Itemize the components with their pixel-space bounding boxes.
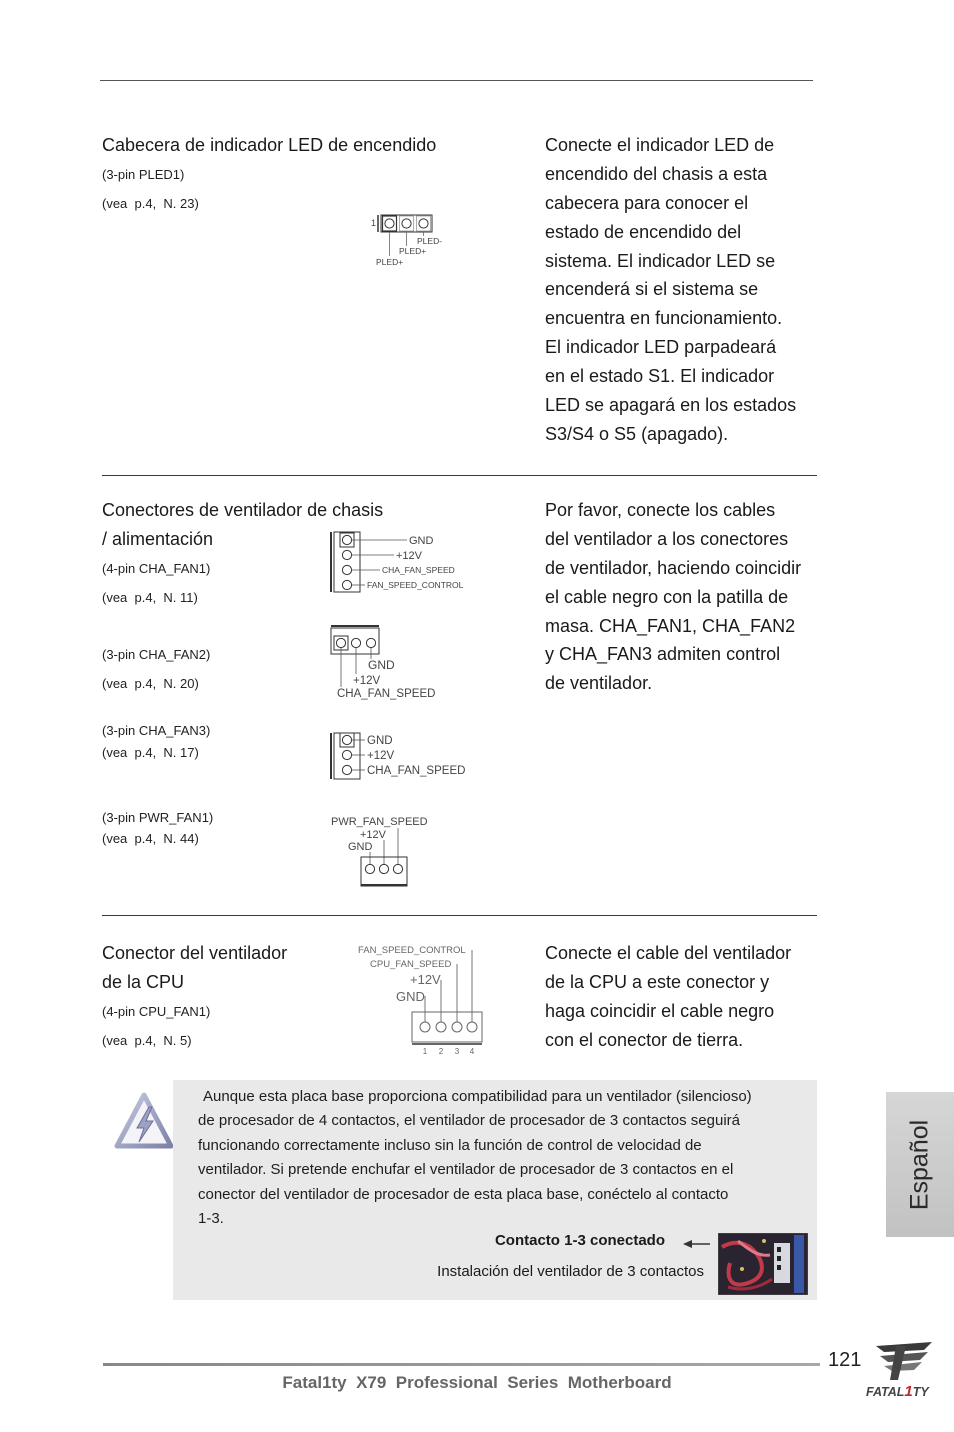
section-divider xyxy=(102,475,817,476)
pin-label: GND xyxy=(409,535,434,547)
note-line: de procesador de 4 contactos, el ventilador de procesador de 3 contactos seguirá xyxy=(198,1112,741,1130)
svg-text:FATAL1TY xyxy=(866,1383,930,1400)
led-page-ref: (vea p.4, N. 23) xyxy=(102,196,199,211)
pin-4 xyxy=(342,580,351,589)
cha-fan1-page-ref: (vea p.4, N. 11) xyxy=(102,590,198,605)
description-line: estado de encendido del xyxy=(545,221,742,242)
cpu-fan1-header-diagram xyxy=(355,938,487,1056)
pin-number: 4 xyxy=(469,1047,475,1056)
pin-number: 3 xyxy=(454,1047,460,1056)
cpu-section-title: Conector del ventilador xyxy=(102,943,288,963)
description-line: haga coincidir el cable negro xyxy=(545,1000,775,1021)
description-line: cabecera para conocer el xyxy=(545,192,749,213)
pin-label: GND xyxy=(348,841,373,853)
note-caption-bold: Contacto 1-3 conectado xyxy=(494,1232,665,1249)
description-line: S3/S4 o S5 (apagado). xyxy=(545,423,729,444)
cpu-fan1-page-ref: (vea p.4, N. 5) xyxy=(102,1033,192,1048)
pwr-fan1-info xyxy=(102,807,213,849)
pin-3 xyxy=(419,219,428,228)
pin-label: CHA_FAN_SPEED xyxy=(367,765,466,777)
pin1-marker: 1 xyxy=(371,218,377,228)
pin-1 xyxy=(385,219,394,228)
cha-fan3-info xyxy=(102,720,210,764)
pin-label: FAN_SPEED_CONTROL xyxy=(367,580,464,590)
description-line: Por favor, conecte los cables xyxy=(545,500,776,520)
cha-fan2-page-ref: (vea p.4, N. 20) xyxy=(102,676,199,691)
header-outline xyxy=(381,215,432,232)
pin-2 xyxy=(342,550,351,559)
led-section-description xyxy=(545,131,796,449)
cpu-fan1-pin-info: (4-pin CPU_FAN1) xyxy=(102,1004,211,1019)
pin-label: +12V xyxy=(367,750,395,762)
pin-4 xyxy=(467,1022,477,1032)
pin-3-label: PLED- xyxy=(417,236,443,246)
section-divider xyxy=(102,915,817,916)
pin-3 xyxy=(393,864,402,873)
pin-label: PWR_FAN_SPEED xyxy=(331,816,428,828)
pin-label: +12V xyxy=(396,550,422,562)
description-line: del ventilador a los conectores xyxy=(545,528,789,549)
cha-fan3-page-ref: (vea p.4, N. 17) xyxy=(102,745,199,760)
pin-1-label: PLED+ xyxy=(376,257,404,267)
led-pin-info: (3-pin PLED1) xyxy=(102,167,185,182)
pin-label: GND xyxy=(368,658,395,672)
top-rule xyxy=(100,80,813,81)
note-line: ventilador. Si pretende enchufar el ventilador de procesador de 3 contactos en el xyxy=(198,1161,734,1179)
pwr-fan1-page-ref: (vea p.4, N. 44) xyxy=(102,831,199,846)
led-section-left xyxy=(102,131,436,218)
description-line: de ventilador, haciendo coincidir xyxy=(545,557,802,578)
pin-number: 1 xyxy=(422,1047,428,1056)
pin-2-label: PLED+ xyxy=(399,246,427,256)
cha-fan2-info xyxy=(102,640,210,698)
cpu-section-left xyxy=(102,939,287,1055)
pwr-fan1-pin-info: (3-pin PWR_FAN1) xyxy=(102,810,214,825)
note-line: conector del ventilador de procesador de esta placa base, conéctelo al contacto xyxy=(198,1185,729,1203)
pin-label: CPU_FAN_SPEED xyxy=(370,959,452,970)
description-line: sistema. El indicador LED se xyxy=(545,250,776,271)
pin-3 xyxy=(342,565,351,574)
fans-section-title: Conectores de ventilador de chasis xyxy=(102,500,384,520)
pwr-fan1-header-diagram xyxy=(326,812,442,892)
description-line: encenderá si el sistema se xyxy=(545,279,759,300)
description-line: El indicador LED parpadeará xyxy=(545,337,777,358)
cha-fan1-header-diagram xyxy=(326,528,476,596)
cha-fan1-pin-info: (4-pin CHA_FAN1) xyxy=(102,561,211,576)
pin-2 xyxy=(402,219,411,228)
pin-3 xyxy=(366,638,375,647)
arrow-left-icon xyxy=(680,1236,712,1252)
description-line: con el conector de tierra. xyxy=(545,1029,744,1050)
description-line: encuentra en funcionamiento. xyxy=(545,308,783,329)
fans-section-title: / alimentación xyxy=(102,529,214,549)
pin-label: FAN_SPEED_CONTROL xyxy=(358,945,466,956)
note-text xyxy=(198,1085,752,1231)
pin-1 xyxy=(365,864,374,873)
pin-label: GND xyxy=(367,735,393,747)
description-line: LED se apagará en los estados xyxy=(545,395,797,416)
logo-text-a: FATAL xyxy=(866,1385,905,1399)
header-outline xyxy=(334,532,360,592)
cha-fan2-header-diagram xyxy=(326,620,452,700)
description-line: en el estado S1. El indicador xyxy=(545,366,775,387)
description-line: Conecte el cable del ventilador xyxy=(545,943,792,963)
fatal1ty-logo xyxy=(862,1340,948,1402)
description-line: el cable negro con la patilla de xyxy=(545,586,789,607)
cha-fan3-pin-info: (3-pin CHA_FAN3) xyxy=(102,723,211,738)
cpu-section-title: de la CPU xyxy=(102,972,185,992)
pin-label: CHA_FAN_SPEED xyxy=(382,565,455,575)
logo-text-c: TY xyxy=(912,1385,929,1399)
note-caption: Instalación del ventilador de 3 contactos xyxy=(437,1263,704,1280)
description-line: de ventilador. xyxy=(545,673,653,694)
description-line: de la CPU a este conector y xyxy=(545,971,770,992)
pin-2 xyxy=(436,1022,446,1032)
fan-installation-photo xyxy=(718,1233,808,1295)
pin-1 xyxy=(342,535,351,544)
language-tab xyxy=(886,1092,954,1237)
cpu-section-description xyxy=(545,939,791,1055)
description-line: y CHA_FAN3 admiten control xyxy=(545,644,781,665)
description-line: Conecte el indicador LED de xyxy=(545,135,775,155)
pled1-header-diagram xyxy=(368,210,450,270)
note-line: funcionando correctamente incluso sin la función de control de velocidad de xyxy=(198,1136,702,1154)
pin-2 xyxy=(351,638,360,647)
pin-3 xyxy=(342,765,351,774)
note-line: Aunque esta placa base proporciona compatibilidad para un ventilador (silencioso) xyxy=(203,1088,752,1105)
pin-label: +12V xyxy=(360,829,386,841)
pin-2 xyxy=(379,864,388,873)
pin-1 xyxy=(336,638,345,647)
description-line: masa. CHA_FAN1, CHA_FAN2 xyxy=(545,615,796,636)
pin-label: +12V xyxy=(353,675,381,687)
language-tab-label: Español xyxy=(905,1119,934,1210)
pin-1 xyxy=(420,1022,430,1032)
logo-text-b: 1 xyxy=(904,1383,913,1400)
cha-fan2-pin-info: (3-pin CHA_FAN2) xyxy=(102,647,211,662)
pin-label: +12V xyxy=(410,972,441,987)
pin-label: CHA_FAN_SPEED xyxy=(337,688,436,700)
warning-icon xyxy=(112,1090,176,1152)
pin-1 xyxy=(342,735,351,744)
description-line: encendido del chasis a esta xyxy=(545,163,768,184)
pin-3 xyxy=(452,1022,462,1032)
note-line: 1-3. xyxy=(198,1209,224,1227)
page-number: 121 xyxy=(828,1349,862,1371)
cha-fan3-header-diagram xyxy=(326,729,476,783)
pin-2 xyxy=(342,750,351,759)
footer-title: Fatal1ty X79 Professional Series Motherboard xyxy=(282,1373,672,1392)
pin-number: 2 xyxy=(438,1047,444,1056)
led-section-title: Cabecera de indicador LED de encendido xyxy=(102,135,437,155)
pin-label: GND xyxy=(396,989,425,1004)
fans-section-description xyxy=(545,496,801,698)
footer-rule xyxy=(103,1363,820,1366)
